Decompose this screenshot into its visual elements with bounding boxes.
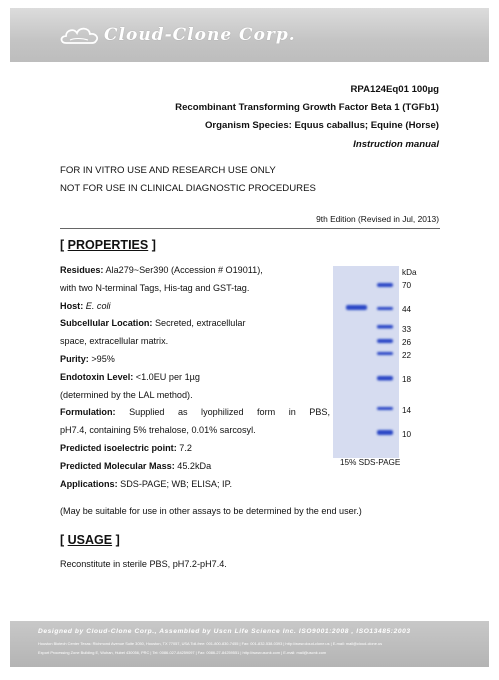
residues-row-2: with two N-terminal Tags, His-tag and GST-tag.: [60, 282, 250, 293]
marker-label-44: 44: [402, 305, 412, 314]
marker-band-33: [377, 325, 393, 329]
footer-design-line: Designed by Cloud-Clone Corp., Assembled by Uscn Life Science Inc. ISO9001:2008 , ISO13485:2003: [38, 628, 411, 635]
footer-address-us: Houston Biotech Center Texas: Richmond Avenue Suite 3050, Houston, TX 77057, USA Toll-free: 001-800-830-7455 | Fax: 001-832-538-0393 | http://www.cloud-clone.us | E-mail: mail@cloud-clone.us: [38, 641, 383, 646]
marker-label-22: 22: [402, 351, 412, 360]
use-line-1: FOR IN VITRO USE AND RESEARCH USE ONLY: [60, 165, 276, 176]
cloud-logo-icon: [58, 23, 102, 47]
product-name: Recombinant Transforming Growth Factor Beta 1 (TGFb1): [175, 102, 439, 114]
isoelectric-key: Predicted isoelectric point:: [60, 442, 177, 453]
usage-heading: [60, 533, 120, 547]
usage-bracket-close: ]: [112, 533, 120, 547]
marker-label-70: 70: [402, 281, 412, 290]
marker-label-10: 10: [402, 430, 412, 439]
formulation-key: Formulation:: [60, 407, 116, 418]
mass-value: 45.2kDa: [174, 460, 212, 471]
footer-banner: [10, 621, 489, 667]
endotoxin-row-2: (determined by the LAL method).: [60, 389, 193, 400]
title-block: [175, 81, 439, 154]
marker-band-26: [377, 339, 393, 343]
divider-top: [60, 228, 440, 229]
isoelectric-row: [60, 440, 330, 458]
catalog-number: RPA124Eq01 100µg: [350, 84, 439, 95]
endotoxin-row: [60, 369, 330, 387]
gel-background: [333, 266, 399, 458]
properties-heading-text: PROPERTIES: [67, 238, 149, 252]
endotoxin-key: Endotoxin Level:: [60, 371, 134, 382]
bracket-open: [: [60, 238, 68, 252]
marker-label-33: 33: [402, 325, 412, 334]
residues-key: Residues:: [60, 265, 104, 275]
marker-labels: [402, 268, 417, 439]
organism-species: Organism Species: Equus caballus; Equine (Horse): [204, 120, 439, 132]
use-notice: [60, 162, 316, 198]
host-value: E. coli: [85, 300, 111, 311]
sds-page-gel-image: [333, 266, 423, 458]
gel-unit-label: kDa: [402, 268, 417, 277]
host-row: [60, 298, 330, 316]
marker-band-44: [377, 307, 393, 310]
purity-value: >95%: [88, 353, 115, 364]
marker-band-18: [377, 376, 393, 381]
mass-row: [60, 458, 330, 476]
marker-label-18: 18: [402, 375, 412, 384]
subcellular-row: [60, 315, 330, 333]
applications-value: SDS-PAGE; WB; ELISA; IP.: [117, 478, 232, 489]
residues-row: [60, 262, 330, 280]
marker-band-10: [377, 430, 393, 435]
footer-address-cn: Export Processing Zone Building E, Wuhan, Hubei 430056, PRC | Tel: 0086-027-84259097 | Fax: 0086-27-84259551 | http://www.uscnk.com | E-mail: mail@uscnk.com: [38, 650, 327, 655]
isoelectric-value: 7.2: [176, 442, 192, 453]
endotoxin-value: <1.0EU per 1µg: [133, 371, 200, 382]
properties-heading: [60, 238, 156, 252]
marker-band-70: [377, 283, 393, 287]
usage-heading-text: USAGE: [67, 533, 113, 547]
bracket-close: ]: [148, 238, 156, 252]
brand-logo: [58, 23, 296, 47]
marker-label-26: 26: [402, 338, 412, 347]
applications-key: Applications:: [60, 478, 118, 489]
marker-label-14: 14: [402, 406, 412, 415]
host-key: Host:: [60, 300, 84, 311]
manual-label: Instruction manual: [353, 138, 439, 150]
formulation-row-2: pH7.4, containing 5% trehalose, 0.01% sarcosyl.: [60, 425, 256, 436]
brand-name: Cloud-Clone Corp.: [104, 25, 296, 45]
usage-text: Reconstitute in sterile PBS, pH7.2-pH7.4.: [60, 559, 227, 569]
residues-value: Ala279~Ser390 (Accession # O19011),: [103, 265, 263, 275]
subcellular-key: Subcellular Location:: [60, 318, 153, 329]
marker-band-22: [377, 352, 393, 355]
sample-band: [346, 305, 367, 310]
gel-caption: 15% SDS-PAGE: [340, 458, 401, 467]
formulation-value: Supplied as lyophilized form in PBS,: [115, 407, 330, 418]
use-line-2: NOT FOR USE IN CLINICAL DIAGNOSTIC PROCEDURES: [60, 183, 316, 195]
purity-row: [60, 351, 330, 369]
header-banner: [10, 8, 489, 62]
subcellular-value: Secreted, extracellular: [152, 318, 246, 329]
edition-label: 9th Edition (Revised in Jul, 2013): [316, 214, 439, 224]
applications-note: (May be suitable for use in other assays to be determined by the end user.): [60, 506, 362, 516]
subcellular-row-2: space, extracellular matrix.: [60, 336, 169, 347]
mass-key: Predicted Molecular Mass:: [60, 460, 175, 471]
formulation-row: [60, 404, 330, 422]
purity-key: Purity:: [60, 353, 89, 364]
properties-list: [60, 262, 330, 493]
usage-bracket-open: [: [60, 533, 68, 547]
marker-band-14: [377, 407, 393, 410]
applications-row: [60, 476, 330, 494]
